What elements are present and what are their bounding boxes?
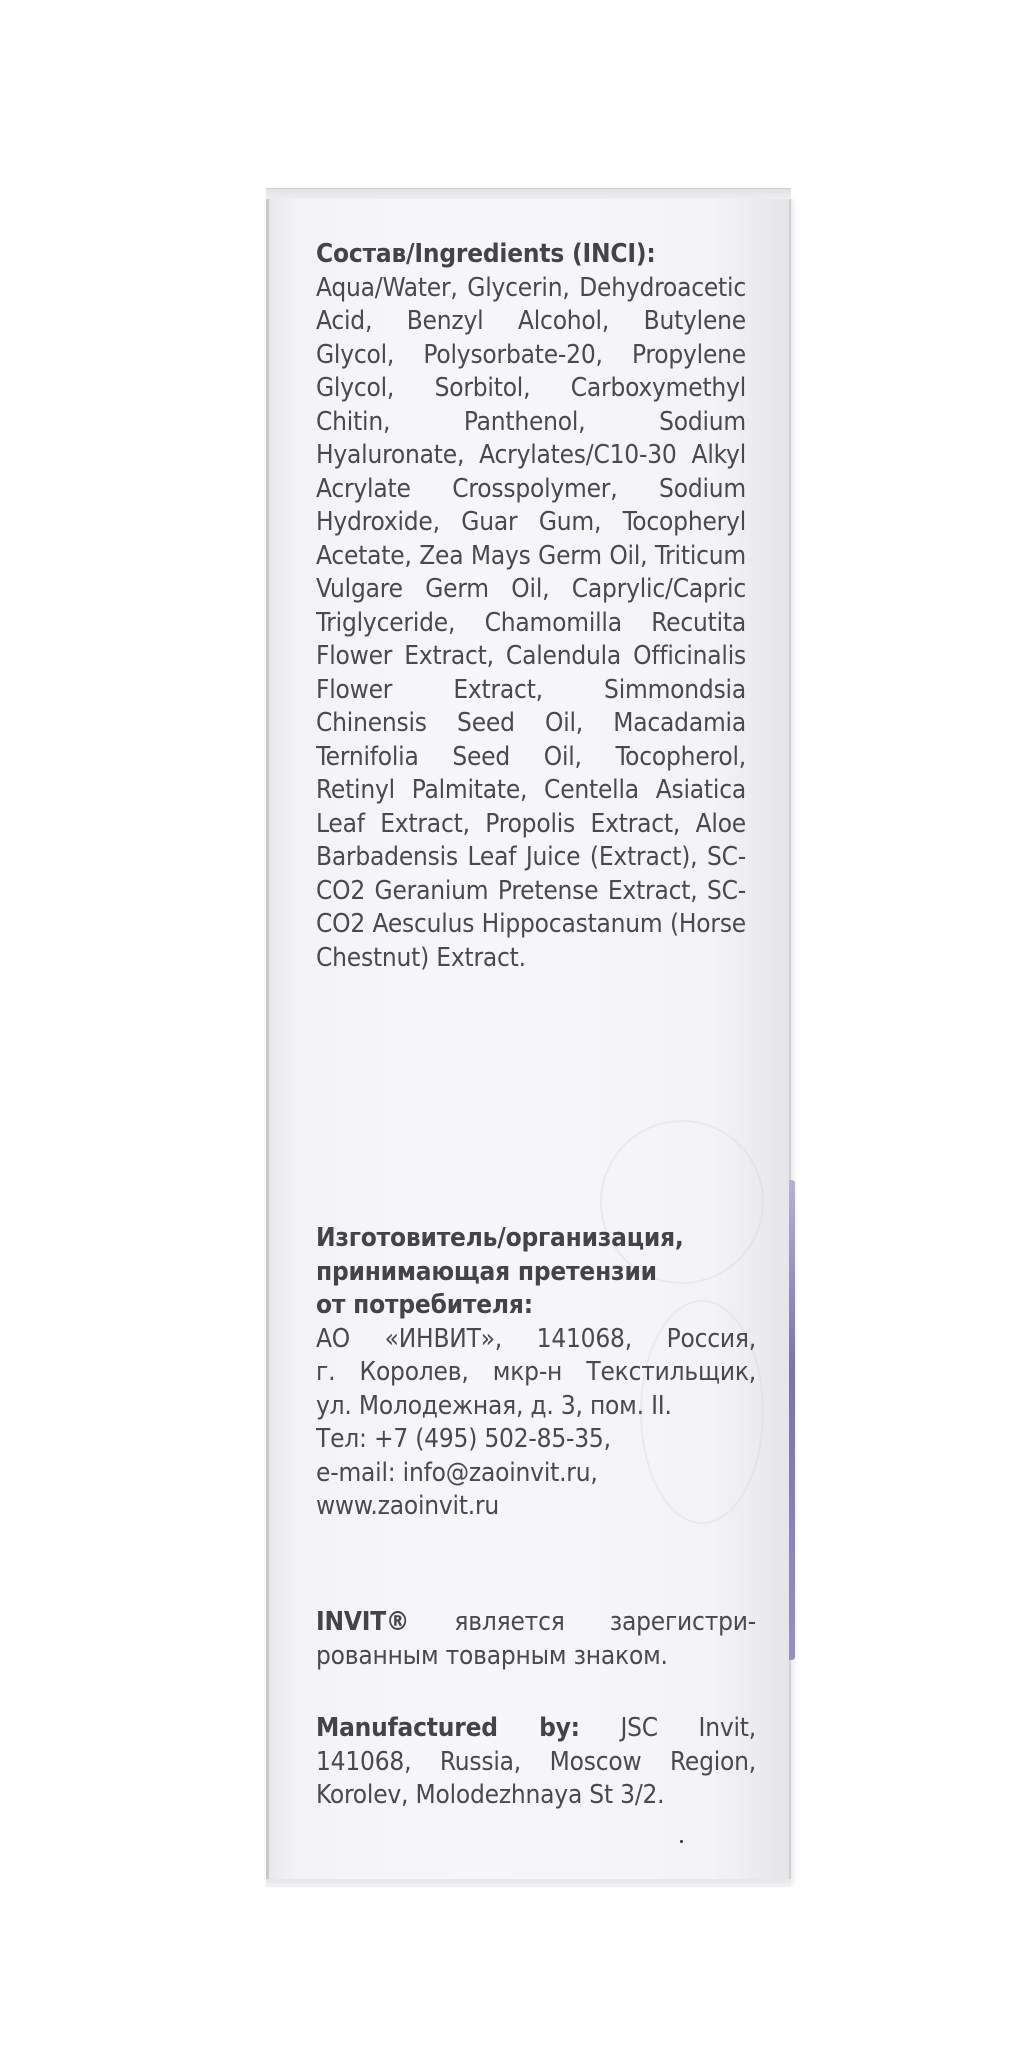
manufacturer-address-line: ул. Молодежная, д. 3, пом. II. [316,1390,672,1421]
print-speck [680,1840,683,1843]
manufacturer-address-line: г. Королев, мкр-н Текстильщик, [316,1357,756,1387]
manufacturer-phone: Тел: +7 (495) 502-85-35, [316,1424,611,1454]
trademark-line [316,1606,756,1640]
manufacturer-address-line: АО «ИНВИТ», 141068, Россия, [316,1323,756,1354]
trademark-text: является зарегистри- [454,1607,757,1637]
trademark-line-2: рованным товарным знаком. [316,1640,668,1671]
ingredients-text: Aqua/Water, Glycerin, Dehydroacetic Acid, Benzyl Alcohol, Butylene Glycol, Polysorbate-20, Propylene Glycol, Sorbitol, Carboxymethyl Chitin, Panthenol, Sodium Hyaluronate, Acrylates/C10-30 Alkyl Acrylate Crosspolymer, Sodium Hydroxide, Guar Gum, Tocopheryl Acetate, Zea Mays Germ Oil, Triticum Vulgare Germ Oil, Caprylic/Capric Triglyceride, Chamomilla Recutita Flower Extract, Calendula Officinalis Flower Extract, Simmondsia Chinensis Seed Oil, Macadamia Ternifolia Seed Oil, Tocopherol, Retinyl Palmitate, Centella Asiatica Leaf Extract, Propolis Extract, Aloe Barbadensis Leaf Juice (Extract), SC-CO2 Geranium Pretense Extract, SC-CO2 Aesculus Hippocastanum (Horse Chestnut) Extract. [316,272,746,973]
manufacturer-heading-line: Изготовитель/организация, [316,1223,684,1253]
manufacturer-heading-line: принимающая претензии [316,1256,657,1287]
manufacturer-block [316,1222,756,1524]
manufacturer-email: e-mail: info@zaoinvit.ru, [316,1457,598,1488]
manufactured-by-label: Manufactured by: [316,1713,580,1743]
manufactured-by-line-3: Korolev, Molodezhnaya St 3/2. [316,1780,665,1810]
manufacturer-heading-line: от потребителя: [316,1290,533,1320]
purple-box-flap [789,1180,795,1660]
trademark-block [316,1606,756,1673]
ingredients-block [316,238,746,975]
manufactured-by-company: JSC Invit, [620,1713,756,1743]
manufactured-by-block [316,1712,756,1813]
manufactured-by-line-2: 141068, Russia, Moscow Region, [316,1746,756,1777]
manufacturer-website: www.zaoinvit.ru [316,1491,500,1521]
ingredients-heading: Состав/Ingredients (INCI): [316,239,656,269]
manufactured-by-line [316,1712,756,1746]
trademark-brand: INVIT® [316,1607,410,1637]
